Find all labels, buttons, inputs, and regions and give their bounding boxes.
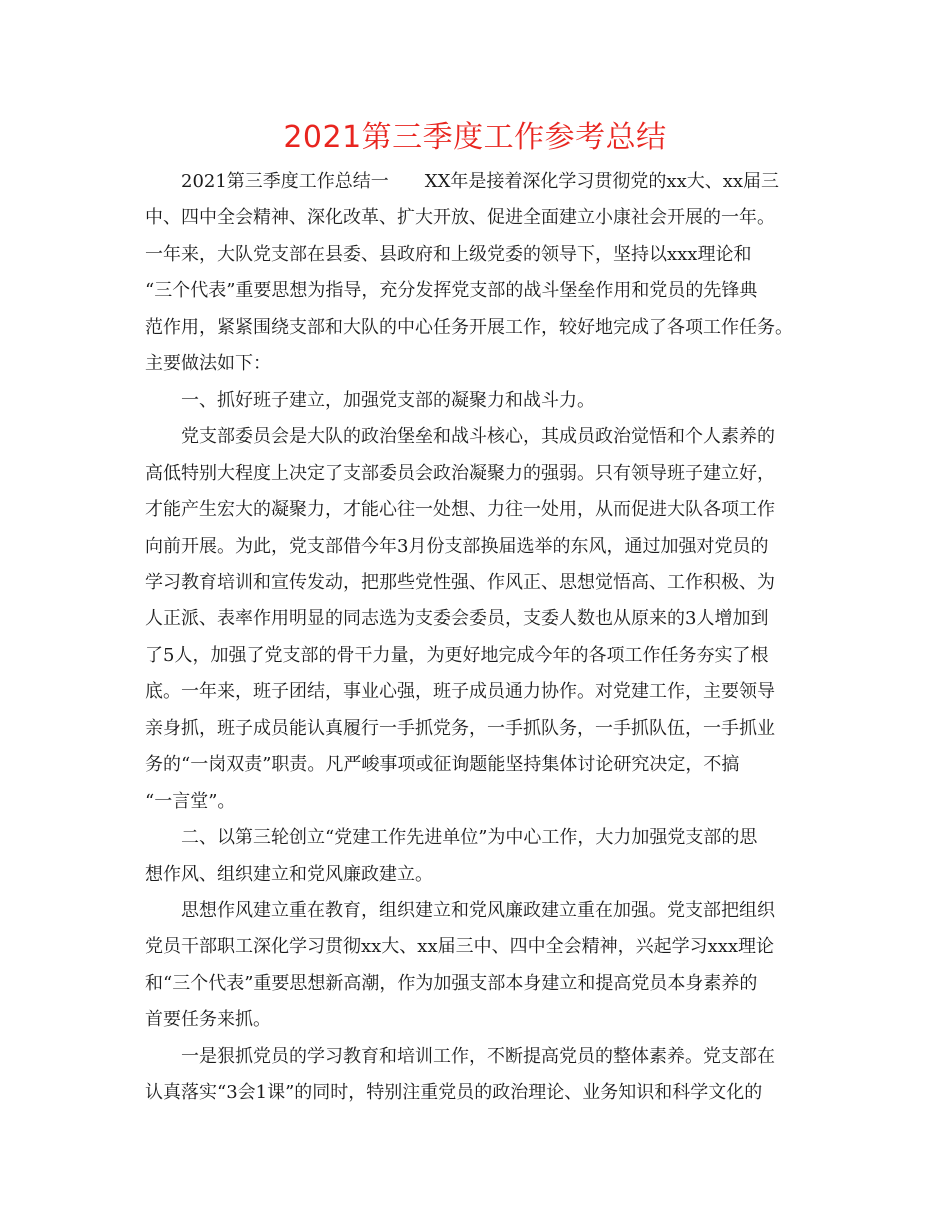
text-line: 人正派、表率作用明显的同志选为支委会委员，支委人数也从原来的3人增加到	[145, 608, 769, 630]
text-line: 学习教育培训和宣传发动，把那些党性强、作风正、思想觉悟高、工作积极、为	[145, 571, 775, 593]
text-line: 向前开展。为此，党支部借今年3月份支部换届选举的东风，通过加强对党员的	[145, 535, 769, 557]
text-line: “一言堂”。	[145, 790, 236, 812]
document-title: 2021第三季度工作参考总结	[283, 120, 667, 155]
text-line: 2021第三季度工作总结一 XX年是接着深化学习贯彻党的xx大、xx届三	[181, 171, 780, 192]
text-line: 务的“一岗双责”职责。凡严峻事项或征询题能坚持集体讨论研究决定，不搞	[145, 754, 740, 776]
text-line: 一是狠抓党员的学习教育和培训工作，不断提高党员的整体素养。党支部在	[181, 1045, 775, 1067]
text-line: 二、以第三轮创立“党建工作先进单位”为中心工作，大力加强党支部的思	[181, 827, 758, 849]
text-line: 范作用，紧紧围绕支部和大队的中心任务开展工作，较好地完成了各项工作任务。	[145, 316, 793, 338]
text-line: 中、四中全会精神、深化改革、扩大开放、促进全面建立小康社会开展的一年。	[145, 207, 775, 229]
text-line: 底。一年来，班子团结，事业心强，班子成员通力协作。对党建工作，主要领导	[145, 681, 775, 703]
text-line: 高低特别大程度上决定了支部委员会政治凝聚力的强弱。只有领导班子建立好，	[145, 462, 775, 484]
text-line: “三个代表”重要思想为指导，充分发挥党支部的战斗堡垒作用和党员的先锋典	[145, 280, 758, 302]
text-line: 思想作风建立重在教育，组织建立和党风廉政建立重在加强。党支部把组织	[181, 900, 775, 921]
text-line: 党支部委员会是大队的政治堡垒和战斗核心，其成员政治觉悟和个人素养的	[181, 426, 775, 448]
text-line: 才能产生宏大的凝聚力，才能心往一处想、力往一处用，从而促进大队各项工作	[145, 499, 775, 521]
text-line: 想作风、组织建立和党风廉政建立。	[145, 863, 433, 885]
text-line: 了5人，加强了党支部的骨干力量，为更好地完成今年的各项工作任务夯实了根	[145, 644, 769, 666]
text-line: 一年来，大队党支部在县委、县政府和上级党委的领导下，坚持以xxx理论和	[145, 243, 752, 265]
text-line: 党员干部职工深化学习贯彻xx大、xx届三中、四中全会精神，兴起学习xxx理论	[145, 936, 775, 958]
text-line: 一、抓好班子建立，加强党支部的凝聚力和战斗力。	[181, 389, 595, 411]
text-line: 主要做法如下：	[145, 353, 271, 375]
text-line: 和“三个代表”重要思想新高潮，作为加强支部本身建立和提高党员本身素养的	[145, 972, 758, 994]
text-line: 首要任务来抓。	[145, 1009, 271, 1031]
text-line: 亲身抓，班子成员能认真履行一手抓党务，一手抓队务，一手抓队伍，一手抓业	[145, 717, 775, 739]
text-line: 认真落实“3会1课”的同时，特别注重党员的政治理论、业务知识和科学文化的	[145, 1082, 763, 1104]
